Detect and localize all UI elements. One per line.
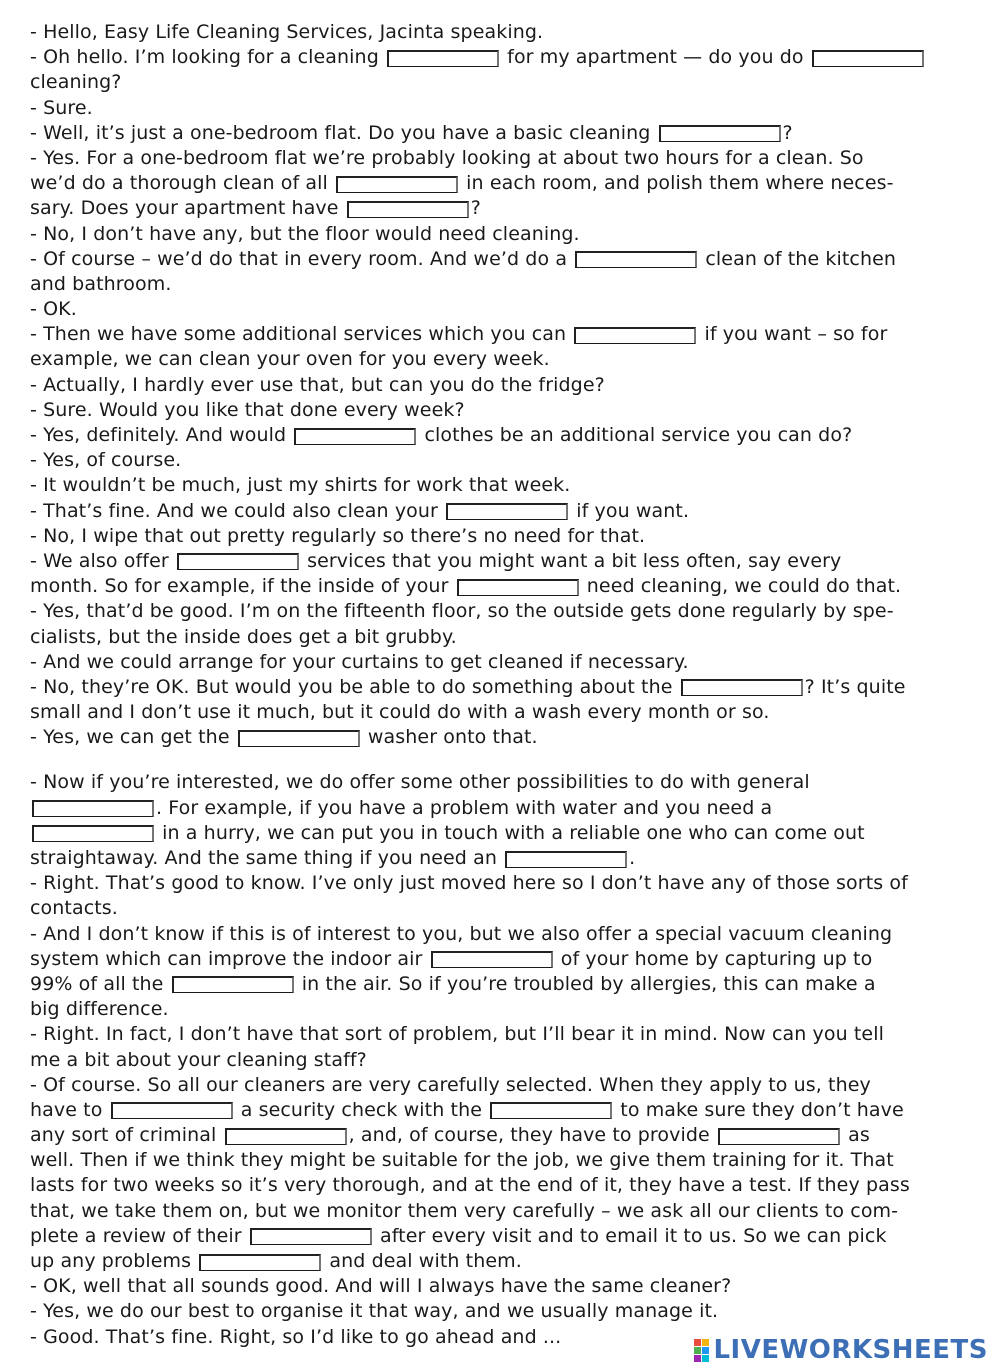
- line-text: as: [841, 1124, 870, 1147]
- dialogue-line: [30, 423, 980, 448]
- line-text: - No, I wipe that out pretty regularly so there’s no need for that.: [30, 524, 646, 547]
- dialogue-line: [30, 1274, 980, 1299]
- line-text: - Now if you’re interested, we do offer some other possibilities to do with general: [30, 771, 810, 794]
- blank-input-6[interactable]: [575, 251, 697, 268]
- line-text: services that you might want a bit less often, say every: [300, 549, 842, 572]
- line-text: ?: [782, 121, 793, 144]
- line-text: in the air. So if you’re troubled by allergies, this can make a: [295, 972, 876, 995]
- blank-input-10[interactable]: [177, 553, 299, 570]
- dialogue-line: [30, 796, 980, 821]
- line-text: - Sure.: [30, 96, 93, 119]
- line-text: we’d do a thorough clean of all: [30, 172, 335, 195]
- line-text: - And I don’t know if this is of interest to you, but we also offer a special vacuum cleaning: [30, 922, 893, 945]
- line-text: .: [629, 847, 636, 869]
- line-text: - And we could arrange for your curtains to get cleaned if necessary.: [30, 650, 689, 673]
- line-text: - Sure. Would you like that done every week?: [30, 398, 465, 421]
- dialogue-line: [30, 1098, 980, 1123]
- dialogue-line: [30, 146, 980, 171]
- dialogue-line: [30, 896, 980, 921]
- logo-tile: [702, 1355, 709, 1362]
- line-text: month. So for example, if the inside of your: [30, 575, 455, 598]
- line-text: if you want.: [570, 499, 690, 522]
- line-text: any sort of criminal: [30, 1124, 223, 1147]
- line-text: 99% of all the: [30, 972, 170, 995]
- blank-input-3[interactable]: [659, 125, 781, 142]
- dialogue-line: [30, 448, 980, 473]
- dialogue-line: [30, 373, 980, 398]
- dialogue-line: [30, 1199, 980, 1224]
- blank-input-21[interactable]: [225, 1128, 347, 1145]
- line-text: washer onto that.: [361, 726, 538, 749]
- dialogue-line: [30, 322, 980, 347]
- dialogue-line: [30, 524, 980, 549]
- line-text: . For example, if you have a problem with water and you need a: [156, 796, 773, 819]
- line-text: - Yes, we do our best to organise it that way, and we usually manage it.: [30, 1300, 719, 1323]
- dialogue-line: [30, 171, 980, 196]
- logo-tile: [702, 1339, 709, 1346]
- dialogue-line: [30, 1123, 980, 1148]
- dialogue-line: [30, 1022, 980, 1047]
- line-text: after every visit and to email it to us. So we can pick: [373, 1224, 887, 1247]
- line-text: - Yes, that’d be good. I’m on the fifteenth floor, so the outside gets done regularly by spe-: [30, 600, 894, 623]
- line-text: - Of course. So all our cleaners are very carefully selected. When they apply to us, they: [30, 1073, 871, 1096]
- line-text: in each room, and polish them where neces-: [460, 172, 894, 195]
- liveworksheets-logo-icon: [694, 1339, 709, 1362]
- blank-input-4[interactable]: [336, 176, 458, 193]
- dialogue-line: [30, 473, 980, 498]
- dialogue-line: [30, 347, 980, 372]
- line-text: - No, I don’t have any, but the floor would need cleaning.: [30, 222, 580, 245]
- blank-input-8[interactable]: [294, 428, 416, 445]
- line-text: cialists, but the inside does get a bit grubby.: [30, 625, 457, 648]
- dialogue-line: [30, 499, 980, 524]
- blank-input-23[interactable]: [250, 1228, 372, 1245]
- dialogue-line: [30, 196, 980, 221]
- liveworksheets-logo: [694, 1335, 988, 1365]
- dialogue-line: [30, 222, 980, 247]
- line-text: - We also offer: [30, 549, 175, 572]
- dialogue-line: [30, 398, 980, 423]
- line-text: small and I don’t use it much, but it could do with a wash every month or so.: [30, 701, 770, 724]
- line-text: ? It’s quite: [804, 675, 906, 698]
- dialogue-line: [30, 846, 980, 871]
- dialogue-line: [30, 599, 980, 624]
- line-text: - It wouldn’t be much, just my shirts for work that week.: [30, 474, 571, 497]
- line-text: example, we can clean your oven for you every week.: [30, 348, 550, 371]
- dialogue-line: [30, 70, 980, 95]
- dialogue-line: [30, 1173, 980, 1198]
- dialogue-line: [30, 45, 980, 70]
- dialogue-line: [30, 871, 980, 896]
- line-text: in a hurry, we can put you in touch with a reliable one who can come out: [156, 821, 865, 844]
- blank-input-20[interactable]: [490, 1102, 612, 1119]
- line-text: - Yes, of course.: [30, 449, 182, 472]
- line-text: , and, of course, they have to provide: [348, 1124, 716, 1147]
- line-text: ?: [470, 197, 481, 220]
- blank-input-18[interactable]: [172, 976, 294, 993]
- line-text: up any problems: [30, 1250, 198, 1272]
- line-text: well. Then if we think they might be suitable for the job, we give them training for it. That: [30, 1149, 894, 1172]
- dialogue-line: [30, 247, 980, 272]
- blank-input-24[interactable]: [199, 1254, 321, 1271]
- blank-input-9[interactable]: [446, 503, 568, 520]
- line-text: clothes be an additional service you can do?: [418, 424, 853, 446]
- dialogue-line: [30, 625, 980, 650]
- line-text: to make sure they don’t have: [614, 1098, 904, 1121]
- line-text: have to: [30, 1098, 109, 1121]
- line-text: - OK.: [30, 298, 77, 321]
- worksheet-text: [30, 20, 980, 1350]
- blank-input-11[interactable]: [457, 579, 579, 596]
- logo-tile: [694, 1347, 701, 1354]
- line-text: - OK, well that all sounds good. And will I always have the same cleaner?: [30, 1275, 732, 1298]
- dialogue-line: [30, 20, 980, 45]
- line-text: and deal with them.: [323, 1250, 522, 1272]
- line-text: - Of course – we’d do that in every room. And we’d do a: [30, 247, 574, 270]
- line-text: system which can improve the indoor air: [30, 947, 429, 970]
- dialogue-line: [30, 700, 980, 725]
- line-text: - Right. That’s good to know. I’ve only just moved here so I don’t have any of those sorts of: [30, 872, 908, 895]
- blank-input-16[interactable]: [505, 851, 627, 868]
- dialogue-line: [30, 121, 980, 146]
- dialogue-line: [30, 297, 980, 322]
- dialogue-line: [30, 947, 980, 972]
- line-text: - That’s fine. And we could also clean your: [30, 499, 445, 522]
- dialogue-line: [30, 725, 980, 750]
- logo-text: LIVEWORKSHEETS: [713, 1335, 988, 1365]
- line-text: big difference.: [30, 998, 169, 1021]
- dialogue-line: [30, 997, 980, 1022]
- dialogue-line: [30, 1073, 980, 1098]
- line-text: and bathroom.: [30, 272, 172, 295]
- blank-input-5[interactable]: [347, 201, 469, 218]
- dialogue-line: [30, 1148, 980, 1173]
- dialogue-line: [30, 272, 980, 297]
- line-text: cleaning?: [30, 71, 122, 94]
- dialogue-line: [30, 574, 980, 599]
- logo-tile: [694, 1355, 701, 1362]
- dialogue-line: [30, 650, 980, 675]
- dialogue-line: [30, 1048, 980, 1073]
- line-text: - Right. In fact, I don’t have that sort of problem, but I’ll bear it in mind. Now can you tell: [30, 1023, 884, 1046]
- blank-input-13[interactable]: [238, 730, 360, 747]
- line-text: contacts.: [30, 897, 118, 920]
- line-text: if you want – so for: [698, 323, 888, 346]
- line-text: sary. Does your apartment have: [30, 197, 345, 220]
- blank-input-15[interactable]: [32, 825, 154, 842]
- dialogue-line: [30, 821, 980, 846]
- line-text: - Well, it’s just a one-bedroom flat. Do you have a basic cleaning: [30, 121, 657, 144]
- line-text: - Then we have some additional services which you can: [30, 323, 573, 346]
- dialogue-line: [30, 1299, 980, 1324]
- line-text: - Yes, definitely. And would: [30, 424, 293, 446]
- line-text: for my apartment — do you do: [501, 46, 810, 69]
- blank-input-2[interactable]: [812, 50, 924, 67]
- line-text: - No, they’re OK. But would you be able to do something about the: [30, 675, 679, 698]
- blank-input-1[interactable]: [387, 50, 499, 67]
- line-text: that, we take them on, but we monitor them very carefully – we ask all our clients to com-: [30, 1199, 899, 1222]
- dialogue-line: [30, 96, 980, 121]
- line-text: - Actually, I hardly ever use that, but can you do the fridge?: [30, 373, 605, 396]
- line-text: - Oh hello. I’m looking for a cleaning: [30, 46, 386, 69]
- blank-input-19[interactable]: [111, 1102, 233, 1119]
- blank-input-14[interactable]: [32, 800, 154, 817]
- blank-input-22[interactable]: [718, 1128, 840, 1145]
- dialogue-line: [30, 675, 980, 700]
- line-text: - Hello, Easy Life Cleaning Services, Jacinta speaking.: [30, 21, 544, 43]
- line-text: - Yes, we can get the: [30, 726, 236, 749]
- dialogue-line: [30, 1224, 980, 1249]
- dialogue-line: [30, 770, 980, 795]
- line-text: me a bit about your cleaning staff?: [30, 1048, 367, 1071]
- line-text: a security check with the: [234, 1098, 489, 1121]
- logo-tile: [694, 1339, 701, 1346]
- paragraph-gap: [30, 750, 980, 770]
- blank-input-12[interactable]: [681, 679, 803, 696]
- line-text: of your home by capturing up to: [554, 947, 873, 970]
- line-text: need cleaning, we could do that.: [580, 575, 902, 598]
- line-text: plete a review of their: [30, 1224, 248, 1247]
- logo-tile: [702, 1347, 709, 1354]
- dialogue-line: [30, 549, 980, 574]
- line-text: - Yes. For a one-bedroom flat we’re probably looking at about two hours for a clean. So: [30, 146, 864, 169]
- line-text: clean of the kitchen: [699, 247, 897, 270]
- dialogue-line: [30, 972, 980, 997]
- line-text: - Good. That’s fine. Right, so I’d like to go ahead and ...: [30, 1325, 562, 1348]
- blank-input-17[interactable]: [431, 951, 553, 968]
- dialogue-line: [30, 1249, 980, 1274]
- line-text: lasts for two weeks so it’s very thorough, and at the end of it, they have a test. If they pass: [30, 1174, 910, 1197]
- line-text: straightaway. And the same thing if you need an: [30, 847, 504, 869]
- dialogue-line: [30, 922, 980, 947]
- blank-input-7[interactable]: [574, 327, 696, 344]
